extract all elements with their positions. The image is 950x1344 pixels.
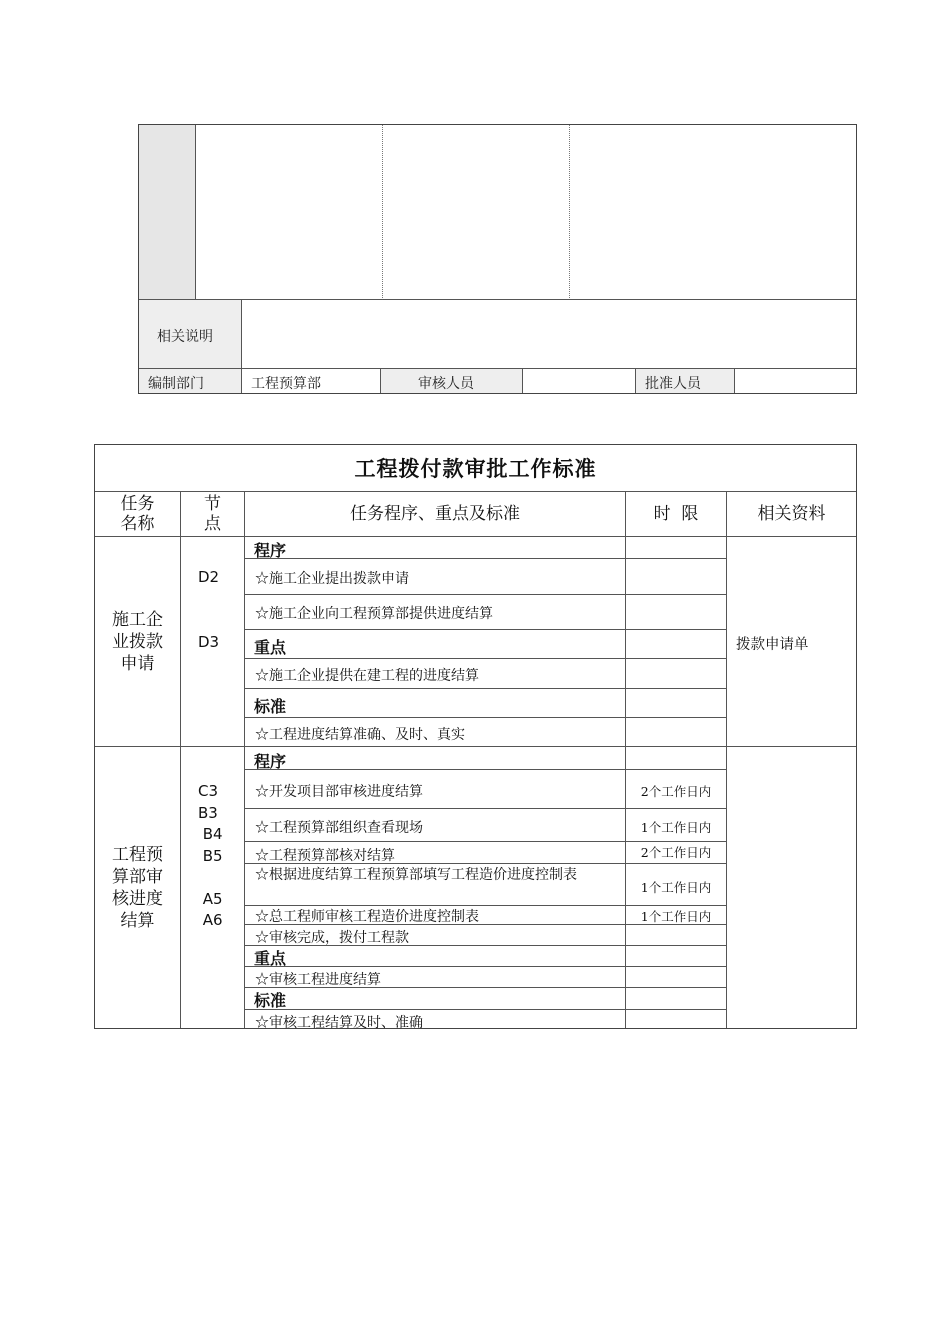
compiled-dept-value: 工程预算部: [251, 376, 321, 392]
procedure-item: ☆施工企业提供在建工程的进度结算: [255, 668, 479, 684]
column-divider: [380, 369, 381, 393]
shaded-cell: [139, 125, 195, 300]
row-divider: [245, 1009, 726, 1010]
section-standard-label: 标准: [254, 697, 287, 716]
procedure-item: ☆工程预算部组织查看现场: [255, 820, 423, 836]
row-divider: [245, 558, 726, 559]
row-divider: [245, 629, 726, 630]
header-procedure: 任务程序、重点及标准: [350, 504, 520, 524]
column-divider: [569, 125, 570, 300]
compiled-dept-label: 编制部门: [148, 376, 204, 392]
column-divider: [382, 125, 383, 300]
row-divider: [245, 966, 726, 967]
procedure-item: ☆施工企业向工程预算部提供进度结算: [255, 606, 493, 622]
node-codes-1: D2 D3: [198, 568, 220, 651]
column-divider: [522, 369, 523, 393]
row-divider: [95, 746, 856, 747]
column-divider: [244, 491, 245, 1028]
section-focus-label: 重点: [254, 638, 287, 657]
time-limit: 1个工作日内: [640, 880, 712, 895]
column-divider: [734, 369, 735, 393]
header-time: 时 限: [653, 504, 699, 524]
row-divider: [245, 808, 726, 809]
header-node: 节 点: [204, 494, 221, 534]
row-divider: [245, 594, 726, 595]
time-limit: 2个工作日内: [640, 784, 712, 799]
table-title: 工程拨付款审批工作标准: [354, 456, 597, 481]
section-program-label: 程序: [254, 752, 287, 771]
procedure-item: ☆审核完成，拨付工程款: [255, 930, 409, 946]
row-divider: [245, 717, 726, 718]
explanation-label: 相关说明: [157, 329, 213, 345]
section-standard-label: 标准: [254, 991, 287, 1010]
column-divider: [625, 491, 626, 1028]
procedure-item: ☆根据进度结算工程预算部填写工程造价进度控制表: [255, 867, 577, 883]
row-divider: [245, 769, 726, 770]
procedure-item: ☆总工程师审核工程造价进度控制表: [255, 909, 479, 925]
approver-label: 批准人员: [645, 376, 701, 392]
row-divider: [245, 658, 726, 659]
time-limit: 1个工作日内: [640, 909, 712, 924]
procedure-item: ☆工程预算部核对结算: [255, 848, 395, 864]
header-task: 任务 名称: [120, 494, 155, 534]
node-codes-2: C3 B3 B4 B5 A5 A6: [198, 782, 223, 929]
procedure-item: ☆施工企业提出拨款申请: [255, 571, 409, 587]
section-program-label: 程序: [254, 541, 287, 560]
procedure-item: ☆工程进度结算准确、及时、真实: [255, 727, 465, 743]
time-limit: 2个工作日内: [640, 845, 712, 860]
row-divider: [95, 536, 856, 537]
task-name-1: 施工企 业拨款 申请: [112, 609, 163, 674]
column-divider: [635, 369, 636, 393]
procedure-item: ☆审核工程结算及时、准确: [255, 1015, 423, 1031]
procedure-item: ☆审核工程进度结算: [255, 972, 381, 988]
section-focus-label: 重点: [254, 949, 287, 968]
header-reference: 相关资料: [757, 504, 826, 524]
reviewer-label: 审核人员: [418, 376, 474, 392]
column-divider: [726, 491, 727, 1028]
column-divider: [195, 125, 196, 300]
time-limit: 1个工作日内: [640, 820, 712, 835]
row-divider: [245, 841, 726, 842]
reference-doc: 拨款申请单: [736, 637, 809, 653]
procedure-item: ☆开发项目部审核进度结算: [255, 784, 423, 800]
row-divider: [245, 688, 726, 689]
task-name-2: 工程预 算部审 核进度 结算: [112, 844, 163, 931]
explanation-field[interactable]: [242, 300, 856, 368]
column-divider: [180, 491, 181, 1028]
